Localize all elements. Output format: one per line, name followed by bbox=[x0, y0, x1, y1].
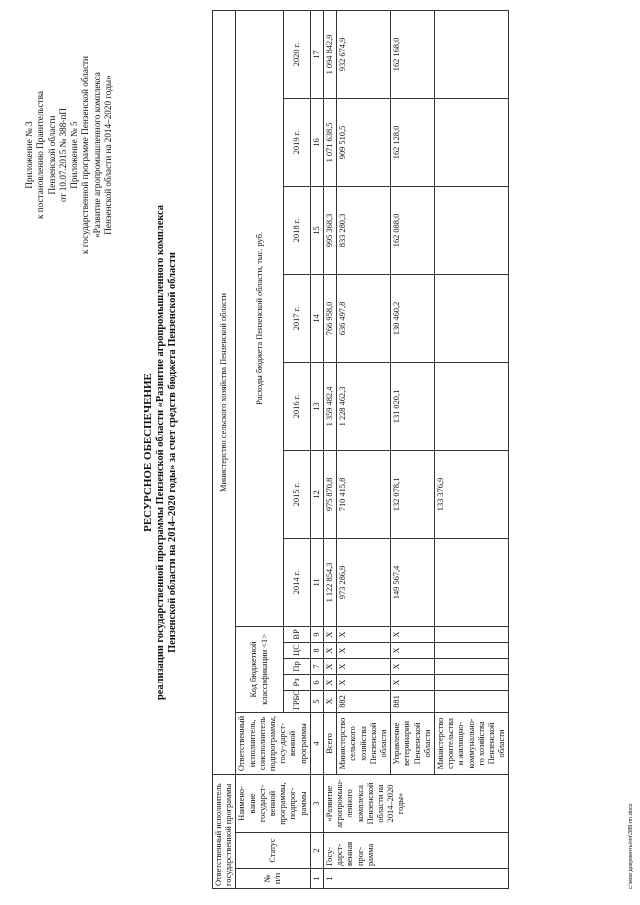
row-value: 932 674,9 bbox=[337, 10, 391, 98]
col-number: 5 bbox=[310, 690, 323, 712]
title-line-2: реализации государственной программы Пензенской области «Развитие агропромышленного комплекса bbox=[154, 205, 166, 700]
row-executor: Министерство сельского хозяйства Пензенской области bbox=[337, 712, 391, 774]
table-row bbox=[324, 10, 337, 888]
appendix-block bbox=[24, 5, 114, 305]
row-value: 132 078,1 bbox=[391, 450, 435, 538]
header-year: 2020 г. bbox=[283, 10, 310, 98]
appendix-line: Приложение № 3 bbox=[24, 121, 34, 189]
row-value bbox=[435, 362, 509, 450]
col-number: 1 bbox=[310, 869, 323, 889]
row-value: 833 280,3 bbox=[337, 186, 391, 274]
header-expenses: Расходы бюджета Пензенской области, тыс. руб. bbox=[236, 10, 284, 626]
row-value: 973 286,9 bbox=[337, 538, 391, 626]
col-number: 17 bbox=[310, 10, 323, 98]
header-status: Статус bbox=[236, 833, 310, 869]
row-value: 1 094 842,9 bbox=[324, 10, 337, 98]
header-executor: Ответственный исполнитель, соисполнитель подпрограммы, госу-дарст-венной программы bbox=[236, 712, 310, 774]
responsible-exec-label: Ответственный исполнитель государственной программы bbox=[213, 774, 236, 888]
row-code: X bbox=[337, 642, 391, 658]
col-number: 8 bbox=[310, 642, 323, 658]
row-value: 710 415,8 bbox=[337, 450, 391, 538]
appendix-line: Пензенской области bbox=[46, 115, 57, 195]
row-code bbox=[435, 690, 509, 712]
col-number: 3 bbox=[310, 774, 323, 832]
row-value: 975 870,8 bbox=[324, 450, 337, 538]
document-title bbox=[142, 0, 180, 905]
row-value: 1 122 854,3 bbox=[324, 538, 337, 626]
header-code-col: ГРБС bbox=[283, 690, 310, 712]
title-line-3: Пензенской области на 2014–2020 годы» за счет средств бюджета Пензенской области bbox=[167, 252, 179, 653]
col-number: 13 bbox=[310, 362, 323, 450]
header-year: 2018 г. bbox=[283, 186, 310, 274]
header-year: 2014 г. bbox=[283, 538, 310, 626]
header-year: 2017 г. bbox=[283, 274, 310, 362]
row-value: 131 020,1 bbox=[391, 362, 435, 450]
appendix-line: Пензенской области на 2014–2020 годы» bbox=[103, 75, 114, 235]
appendix-line: Приложение № 5 bbox=[69, 121, 80, 189]
row-value: 133 376,9 bbox=[435, 450, 509, 538]
row-value bbox=[435, 274, 509, 362]
header-code-col: Рз bbox=[283, 674, 310, 690]
row-code: X bbox=[391, 626, 435, 642]
header-code-col: Пр bbox=[283, 658, 310, 674]
row-code: 881 bbox=[391, 690, 435, 712]
row-value: 130 460,2 bbox=[391, 274, 435, 362]
row-value: 1 228 462,3 bbox=[337, 362, 391, 450]
row-num: 1 bbox=[324, 869, 509, 889]
header-name: Наимено-вание государст-венной программы, подпрог-раммы bbox=[236, 774, 310, 832]
row-executor: Всего bbox=[324, 712, 337, 774]
row-executor: Управление ветеринарии Пензенской области bbox=[391, 712, 435, 774]
row-value: 636 497,8 bbox=[337, 274, 391, 362]
col-number: 15 bbox=[310, 186, 323, 274]
row-value bbox=[435, 98, 509, 186]
col-number: 6 bbox=[310, 674, 323, 690]
row-code: X bbox=[391, 674, 435, 690]
row-code: X bbox=[337, 658, 391, 674]
table-row bbox=[435, 10, 509, 888]
row-code: X bbox=[324, 642, 337, 658]
appendix-line: к государственной программе Пензенской области bbox=[80, 56, 91, 254]
row-code: X bbox=[324, 674, 337, 690]
row-code bbox=[435, 658, 509, 674]
row-code bbox=[435, 626, 509, 642]
row-value: 162 168,0 bbox=[391, 10, 435, 98]
header-year: 2019 г. bbox=[283, 98, 310, 186]
row-executor: Министерство строительства и жилищно-коммунально-го хозяйства Пензенской области bbox=[435, 712, 509, 774]
row-value: 149 567,4 bbox=[391, 538, 435, 626]
row-code: X bbox=[337, 626, 391, 642]
header-year: 2016 г. bbox=[283, 362, 310, 450]
table-row bbox=[391, 10, 435, 888]
row-code bbox=[435, 642, 509, 658]
responsible-exec-value: Министерство сельского хозяйства Пензенской области bbox=[213, 10, 236, 774]
header-code-col: ВР bbox=[283, 626, 310, 642]
row-code: 882 bbox=[337, 690, 391, 712]
row-value bbox=[435, 186, 509, 274]
col-number: 2 bbox=[310, 833, 323, 869]
col-number: 4 bbox=[310, 712, 323, 774]
row-code: X bbox=[324, 658, 337, 674]
col-number: 16 bbox=[310, 98, 323, 186]
table-row bbox=[337, 10, 391, 888]
row-code bbox=[435, 674, 509, 690]
row-value: 162 088,0 bbox=[391, 186, 435, 274]
row-value: 162 128,0 bbox=[391, 98, 435, 186]
row-code: X bbox=[337, 674, 391, 690]
header-num: № п/п bbox=[236, 869, 310, 889]
header-code-col: ЦС bbox=[283, 642, 310, 658]
row-value bbox=[435, 10, 509, 98]
row-code: X bbox=[324, 690, 337, 712]
row-value bbox=[435, 538, 509, 626]
header-year: 2015 г. bbox=[283, 450, 310, 538]
row-value: 909 510,5 bbox=[337, 98, 391, 186]
row-value: 766 958,0 bbox=[324, 274, 337, 362]
appendix-line: от 10.07.2015 № 388-пП bbox=[57, 108, 68, 202]
row-value: 1 071 638,5 bbox=[324, 98, 337, 186]
header-budget-code: Код бюджетной классификации <1> bbox=[236, 626, 284, 712]
appendix-line: к постановлению Правительства bbox=[35, 91, 46, 219]
row-name: «Развитие агропромыш-ленного комплекса Пензенской области на 2014–2020 годы» bbox=[324, 774, 509, 832]
title-line-1: РЕСУРСНОЕ ОБЕСПЕЧЕНИЕ bbox=[142, 373, 154, 532]
resource-table bbox=[212, 10, 509, 889]
row-code: X bbox=[391, 658, 435, 674]
col-number: 11 bbox=[310, 538, 323, 626]
col-number: 9 bbox=[310, 626, 323, 642]
row-value: 995 368,3 bbox=[324, 186, 337, 274]
appendix-line: «Развитие агропромышленного комплекса bbox=[91, 72, 102, 238]
col-number: 14 bbox=[310, 274, 323, 362]
col-number: 7 bbox=[310, 658, 323, 674]
file-path-footer: с:\мои документы\пп\388-пп.docx bbox=[628, 803, 634, 889]
row-code: X bbox=[324, 626, 337, 642]
row-status: Госу-дарст-венная прог-рамма bbox=[324, 833, 509, 869]
row-code: X bbox=[391, 642, 435, 658]
row-value: 1 359 482,4 bbox=[324, 362, 337, 450]
col-number: 12 bbox=[310, 450, 323, 538]
